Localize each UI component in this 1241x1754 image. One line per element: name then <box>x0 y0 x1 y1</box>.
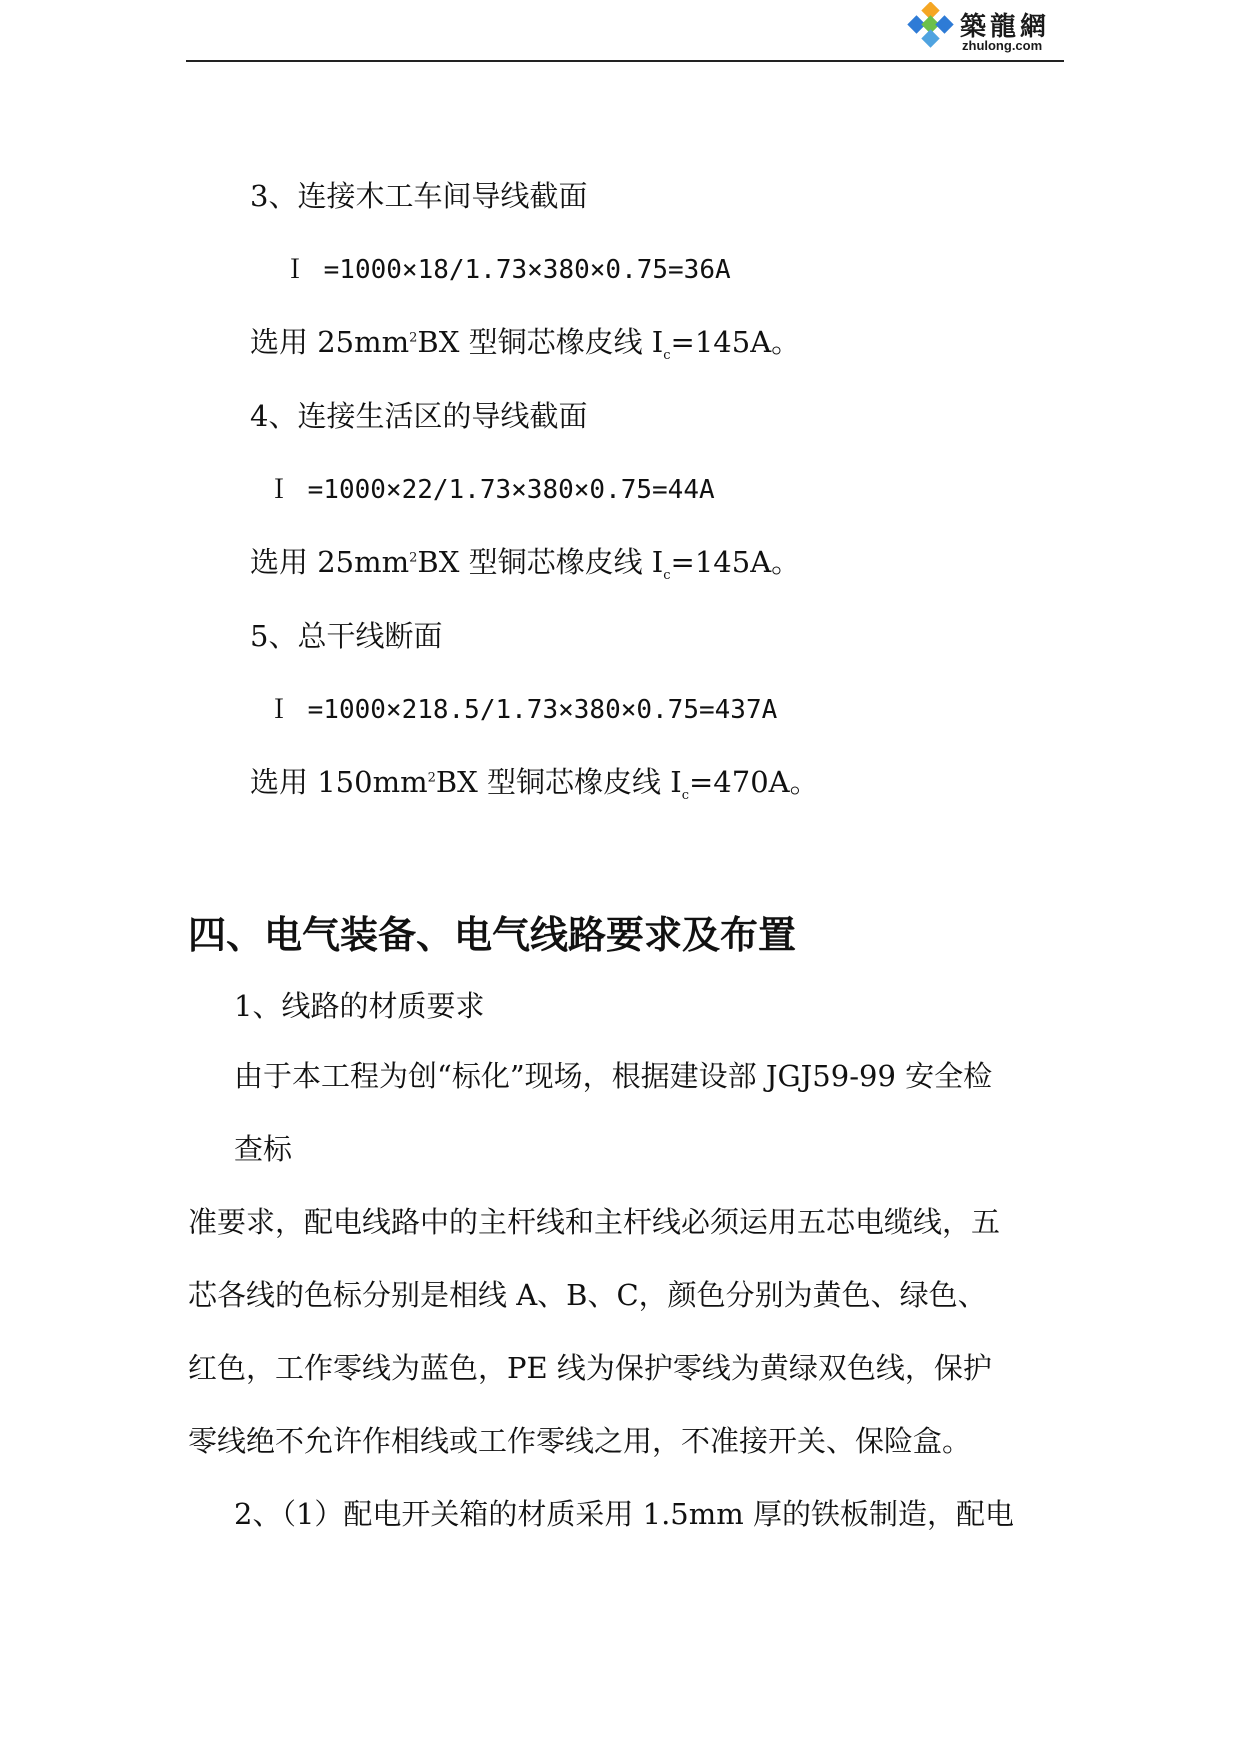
subsection-title: 1、线路的材质要求 <box>234 989 485 1023</box>
zhulong-logo <box>904 2 1064 58</box>
section-5-title: 5、总干线断面 <box>250 619 443 653</box>
chapter-heading: 四、电气装备、电气线路要求及布置 <box>188 913 797 957</box>
section-4-formula: Ｉ =1000×22/1.73×380×0.75=44A <box>266 475 715 505</box>
section-4-selection: 选用 $25mm^2BX$ 型铜芯橡皮线 $I_c=145A$。 <box>250 545 801 583</box>
body-line: 由于本工程为创“标化”现场，根据建设部 JGJ59-99 安全检 <box>234 1059 993 1093</box>
section-3-formula: Ｉ =1000×18/1.73×380×0.75=36A <box>282 255 731 285</box>
body-line: 2、（1）配电开关箱的材质采用 1.5mm 厚的铁板制造，配电 <box>234 1497 1014 1531</box>
section-5-selection: 选用 $150mm^2BX$ 型铜芯橡皮线 $I_c=470A$。 <box>250 765 819 803</box>
body-line: 红色，工作零线为蓝色，PE 线为保护零线为黄绿双色线，保护 <box>188 1351 992 1385</box>
logo-name-en: zhulong.com <box>962 38 1043 53</box>
section-3-selection: 选用 $25mm^2BX$ 型铜芯橡皮线 $I_c=145A$。 <box>250 325 801 363</box>
logo-name-cn: 築龍網 <box>960 12 1051 42</box>
section-3-title: 3、连接木工车间导线截面 <box>250 179 588 213</box>
section-5-formula: Ｉ =1000×218.5/1.73×380×0.75=437A <box>266 695 778 725</box>
logo-mark-icon <box>904 2 958 56</box>
header-rule <box>186 60 1064 62</box>
section-4-title: 4、连接生活区的导线截面 <box>250 399 588 433</box>
body-line: 查标 <box>234 1132 293 1166</box>
body-line: 芯各线的色标分别是相线 A、B、C，颜色分别为黄色、绿色、 <box>188 1278 987 1312</box>
body-line: 准要求，配电线路中的主杆线和主杆线必须运用五芯电缆线，五 <box>188 1205 1001 1239</box>
body-line: 零线绝不允许作相线或工作零线之用，不准接开关、保险盒。 <box>188 1424 972 1458</box>
